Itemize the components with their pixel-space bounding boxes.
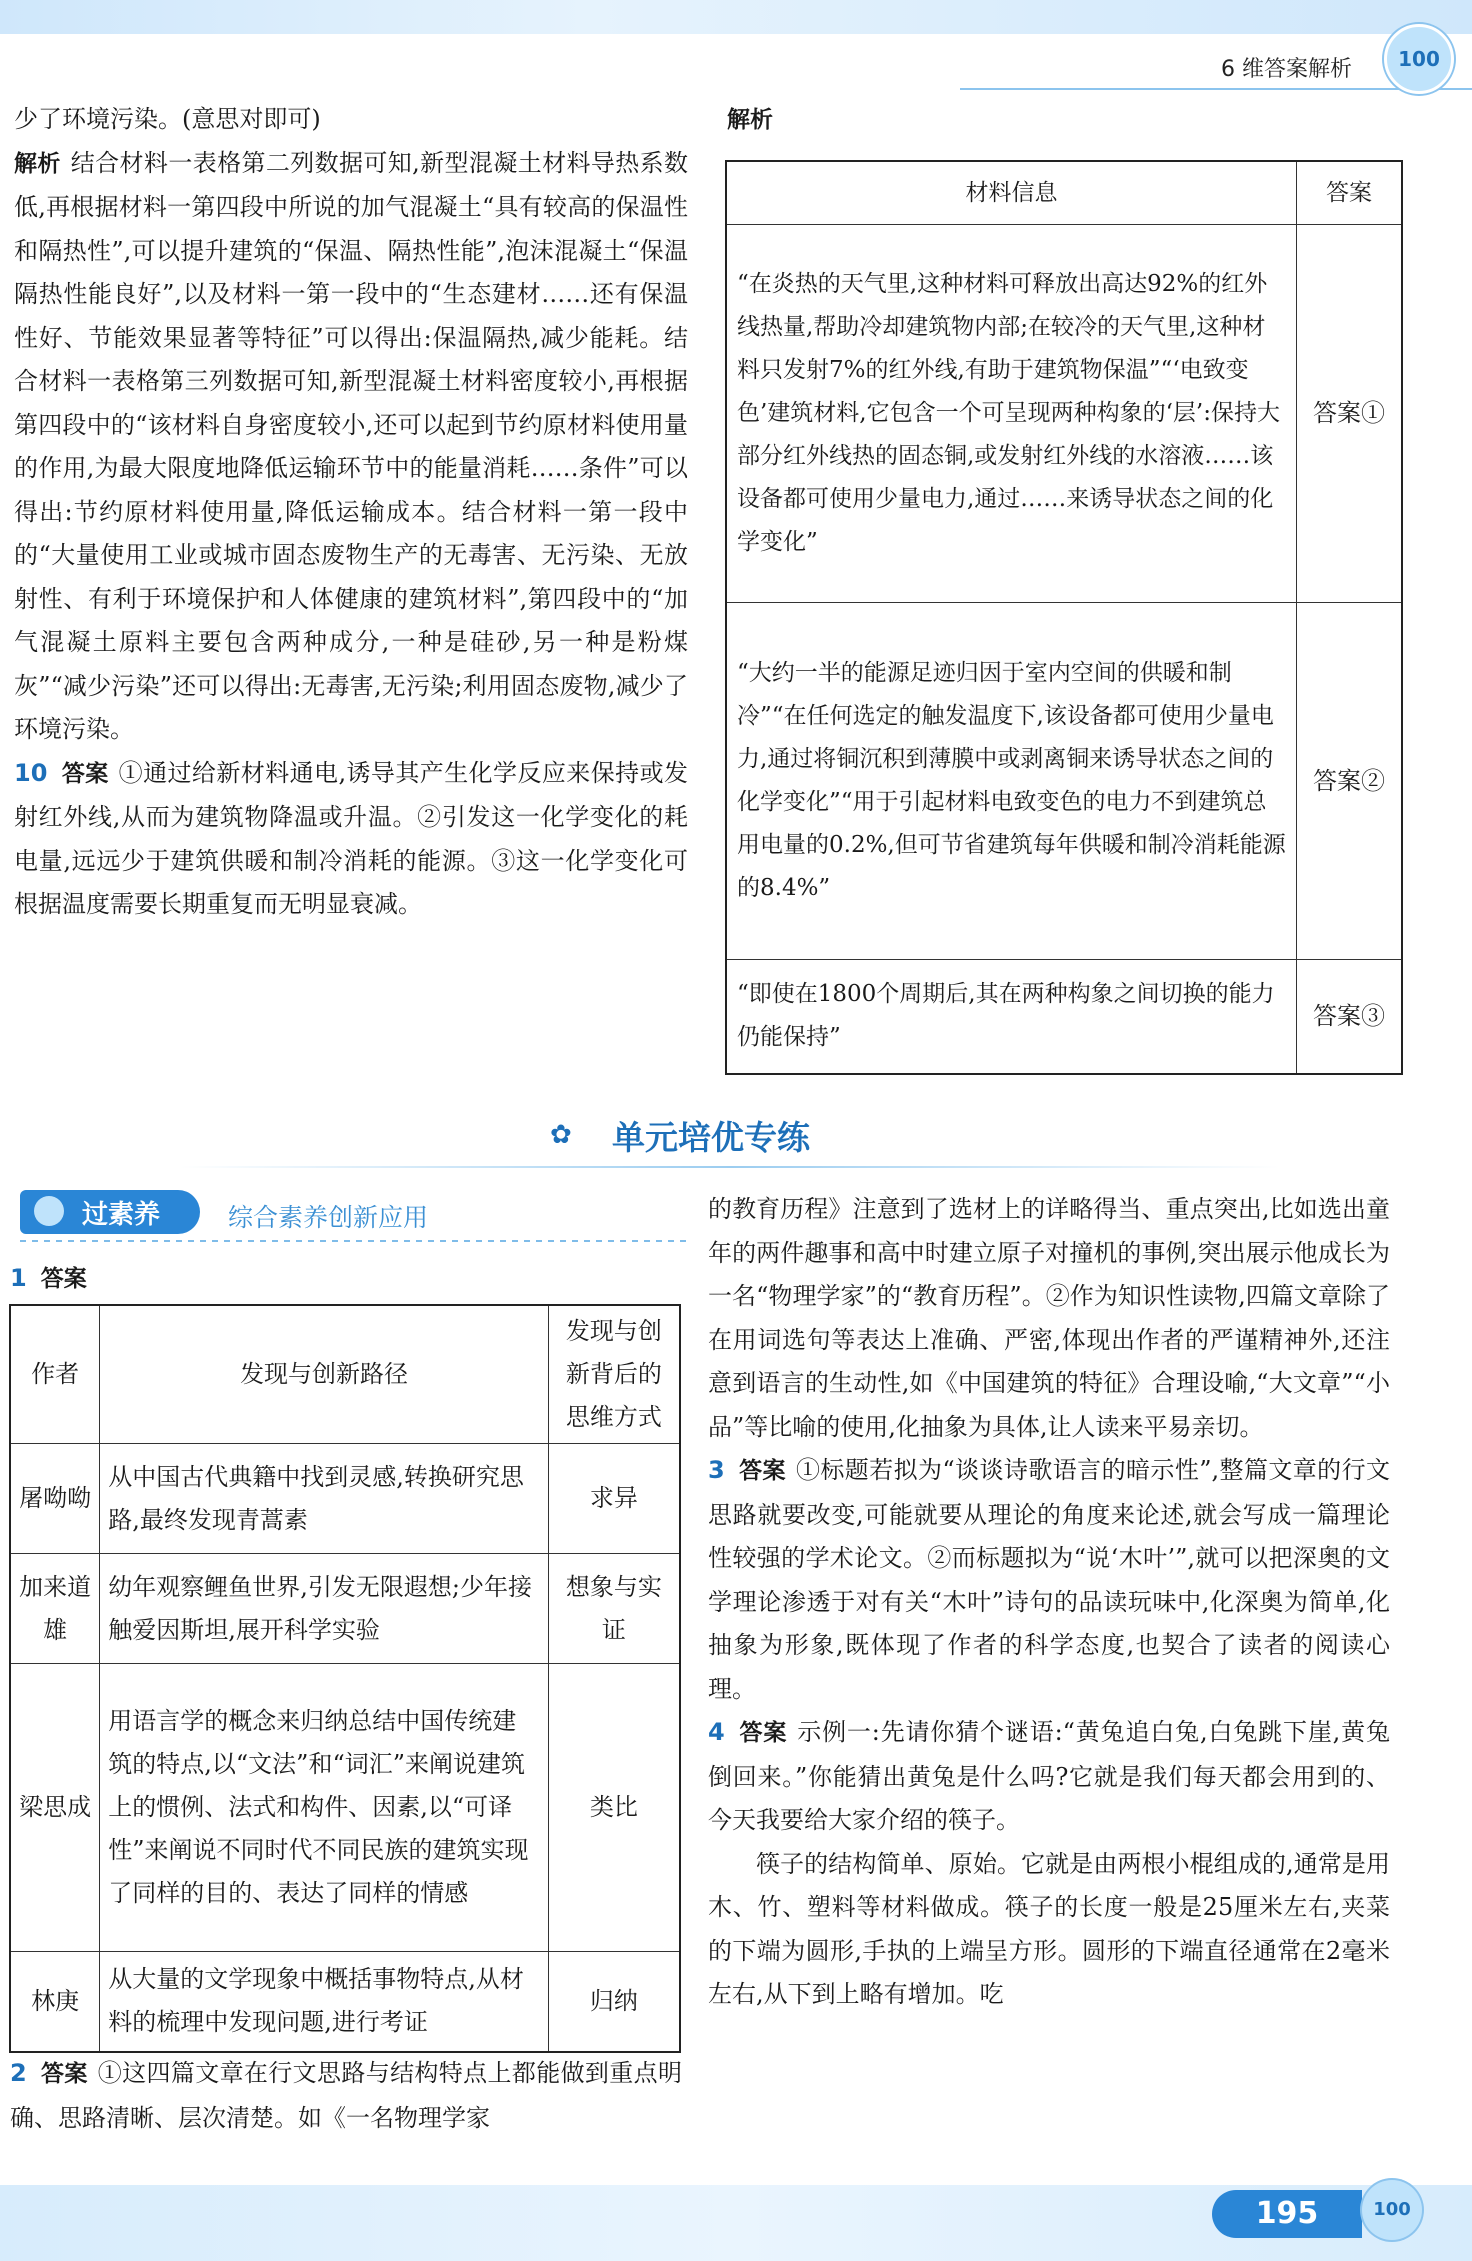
table-header-row bbox=[726, 161, 1402, 225]
right-bottom-column bbox=[708, 1188, 1390, 2017]
answer-label: 答案 bbox=[40, 2061, 88, 2087]
question-number: 10 bbox=[14, 758, 48, 787]
top-decoration-band bbox=[0, 0, 1472, 34]
badge-subtitle: 综合素养创新应用 bbox=[228, 1203, 429, 1232]
material-info-cell: “大约一半的能源足迹归因于室内空间的供暖和制冷”“在任何选定的触发温度下,该设备都可使用少量电力,通过将铜沉积到薄膜中或剥离铜来诱导状态之间的化学变化”“用于引起材料电致变色的电力不到建筑总用电量的0.2%,但可节省建筑每年供暖和制冷消耗能源的8.4%” bbox=[726, 603, 1297, 960]
continued-line: 少了环境污染。(意思对即可) bbox=[14, 105, 321, 133]
material-table bbox=[725, 160, 1403, 1075]
mascot-logo-text: 100 bbox=[1398, 47, 1440, 71]
answer-text: ①通过给新材料通电,诱导其产生化学反应来保持或发射红外线,从而为建筑物降温或升温。②引发这一化学变化的耗电量,远远少于建筑供暖和制冷消耗的能源。③这一化学变化可根据温度需要长期重复而无明显衰减。 bbox=[14, 758, 688, 918]
section-badge bbox=[20, 1190, 200, 1234]
path-cell: 幼年观察鲤鱼世界,引发无限遐想;少年接触爱因斯坦,展开科学实验 bbox=[100, 1554, 549, 1664]
answer-cell: 答案① bbox=[1297, 225, 1403, 603]
path-cell: 用语言学的概念来归纳总结中国传统建筑的特点,以“文法”和“词汇”来阐说建筑上的惯例、法式和构件、因素,以“可译性”来阐说不同时代不同民族的建筑实现了同样的目的、表达了同样的情感 bbox=[100, 1664, 549, 1952]
question-number: 2 bbox=[10, 2059, 27, 2087]
table-header-cell: 作者 bbox=[10, 1305, 100, 1444]
thinking-mode-cell: 求异 bbox=[548, 1444, 680, 1554]
table-row bbox=[10, 1554, 680, 1664]
question-4 bbox=[708, 1711, 1390, 1843]
author-cell: 加来道雄 bbox=[10, 1554, 100, 1664]
answer-cell: 答案② bbox=[1297, 603, 1403, 960]
author-thinking-table bbox=[9, 1304, 681, 2053]
path-cell: 从大量的文学现象中概括事物特点,从材料的梳理中发现问题,进行考证 bbox=[100, 1952, 549, 2052]
table-row bbox=[10, 1444, 680, 1554]
section-title-icon: ✿ bbox=[550, 1120, 572, 1150]
author-cell: 梁思成 bbox=[10, 1664, 100, 1952]
badge-mascot-icon bbox=[34, 1196, 64, 1226]
answer-label: 答案 bbox=[738, 1458, 786, 1484]
answer-text: ①这四篇文章在行文思路与结构特点上都能做到重点明确、思路清晰、层次清楚。如《一名物理学家 bbox=[10, 2059, 683, 2132]
question-3 bbox=[708, 1449, 1390, 1711]
table-row bbox=[10, 1952, 680, 2052]
footer-mascot-text: 100 bbox=[1373, 2199, 1411, 2220]
analysis-paragraph bbox=[14, 142, 688, 752]
answer-cell: 答案③ bbox=[1297, 960, 1403, 1074]
table-header-cell: 材料信息 bbox=[726, 161, 1297, 225]
thinking-mode-cell: 归纳 bbox=[548, 1952, 680, 2052]
section-title: 单元培优专练 bbox=[612, 1118, 810, 1157]
answer-label: 答案 bbox=[40, 1266, 87, 1292]
chopsticks-paragraph: 筷子的结构简单、原始。它就是由两根小棍组成的,通常是用木、竹、塑料等材料做成。筷子的长度一般是25厘米左右,夹菜的下端为圆形,手执的上端呈方形。圆形的下端直径通常在2毫米左右,从下到上略有增加。吃 bbox=[708, 1849, 1390, 2008]
path-cell: 从中国古代典籍中找到灵感,转换研究思路,最终发现青蒿素 bbox=[100, 1444, 549, 1554]
table-row bbox=[10, 1664, 680, 1952]
table-row bbox=[726, 225, 1402, 603]
table-row bbox=[726, 960, 1402, 1074]
question-number: 1 bbox=[10, 1264, 27, 1292]
running-header: 6 维答案解析 bbox=[1221, 57, 1352, 82]
thinking-mode-cell: 类比 bbox=[548, 1664, 680, 1952]
answer-label: 答案 bbox=[61, 760, 109, 787]
author-cell: 屠呦呦 bbox=[10, 1444, 100, 1554]
author-cell: 林庚 bbox=[10, 1952, 100, 2052]
table-header-cell: 发现与创新背后的思维方式 bbox=[548, 1305, 680, 1444]
analysis-text: 结合材料一表格第二列数据可知,新型混凝土材料导热系数低,再根据材料一第四段中所说的加气混凝土“具有较高的保温性和隔热性”,可以提升建筑的“保温、隔热性能”,泡沫混凝土“保温隔热性能良好”,以及材料一第一段中的“生态建材……还有保温性好、节能效果显著等特征”可以得出:保温隔热,减少能耗。结合材料一表格第三列数据可知,新型混凝土材料密度较小,再根据第四段中的“该材料自身密度较小,还可以起到节约原材料使用量的作用,为最大限度地降低运输环节中的能量消耗……条件”可以得出:节约原材料使用量,降低运输成本。结合材料一第一段中的“大量使用工业或城市固态废物生产的无毒害、无污染、无放射性、有利于环境保护和人体健康的建筑材料”,第四段中的“加气混凝土原料主要包含两种成分,一种是硅砂,另一种是粉煤灰”“减少污染”还可以得出:无毒害,无污染;利用固态废物,减少了环境污染。 bbox=[14, 148, 689, 743]
question-10 bbox=[14, 752, 688, 927]
answer-label: 答案 bbox=[738, 1720, 788, 1746]
mascot-logo-icon bbox=[1384, 24, 1454, 94]
material-info-cell: “在炎热的天气里,这种材料可释放出高达92%的红外线热量,帮助冷却建筑物内部;在较冷的天气里,这种材料只发射7%的红外线,有助于建筑物保温”“‘电致变色’建筑材料,它包含一个可呈现两种构象的‘层’:保持大部分红外线热的固态铜,或发射红外线的水溶液……该设备都可使用少量电力,通过……来诱导状态之间的化学变化” bbox=[726, 225, 1297, 603]
question-2-continued: 的教育历程》注意到了选材上的详略得当、重点突出,比如选出童年的两件趣事和高中时建立原子对撞机的事例,突出展示他成长为一名“物理学家”的“教育历程”。②作为知识性读物,四篇文章除了在用词选句等表达上准确、严密,体现出作者的严谨精神外,还注意到语言的生动性,如《中国建筑的特征》合理设喻,“大文章”“小品”等比喻的使用,化抽象为具体,让人读来平易亲切。 bbox=[708, 1195, 1390, 1441]
material-info-cell: “即使在1800个周期后,其在两种构象之间切换的能力仍能保持” bbox=[726, 960, 1297, 1074]
table-header-row bbox=[10, 1305, 680, 1444]
question-number: 3 bbox=[708, 1456, 725, 1484]
table-row bbox=[726, 603, 1402, 960]
left-top-column bbox=[14, 98, 688, 927]
question-1-heading bbox=[10, 1258, 310, 1299]
badge-dashed-rule bbox=[20, 1240, 690, 1242]
footer-mascot-icon bbox=[1362, 2180, 1422, 2240]
question-number: 4 bbox=[708, 1718, 725, 1746]
badge-label: 过素养 bbox=[82, 1200, 161, 1230]
answer-text: ①标题若拟为“谈谈诗歌语言的暗示性”,整篇文章的行文思路就要改变,可能就要从理论的角度来论述,就会写成一篇理论性较强的学术论文。②而标题拟为“说‘木叶’”,就可以把深奥的文学理论渗透于对有关“木叶”诗句的品读玩味中,化深奥为简单,化抽象为形象,既体现了作者的科学态度,也契合了读者的阅读心理。 bbox=[708, 1456, 1391, 1703]
section-divider bbox=[180, 1166, 1280, 1168]
question-2 bbox=[10, 2052, 682, 2140]
right-top-heading bbox=[727, 104, 927, 135]
analysis-label: 解析 bbox=[727, 107, 773, 133]
question-2-paragraph bbox=[10, 2052, 682, 2140]
table-header-cell: 答案 bbox=[1297, 161, 1403, 225]
thinking-mode-cell: 想象与实证 bbox=[548, 1554, 680, 1664]
table-header-cell: 发现与创新路径 bbox=[100, 1305, 549, 1444]
answer-text: 示例一:先请你猜个谜语:“黄兔追白兔,白兔跳下崖,黄兔倒回来。”你能猜出黄兔是什么吗?它就是我们每天都会用到的、今天我要给大家介绍的筷子。 bbox=[708, 1718, 1390, 1834]
page-number: 195 bbox=[1212, 2190, 1362, 2238]
analysis-label: 解析 bbox=[14, 150, 61, 177]
